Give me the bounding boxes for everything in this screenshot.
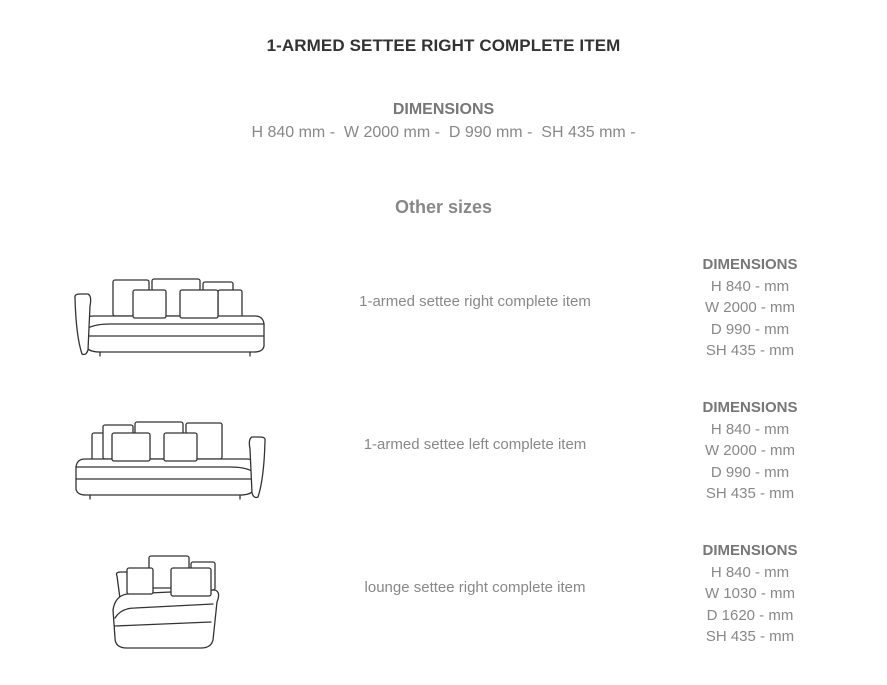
item-name[interactable]: 1-armed settee left complete item [363,436,587,453]
dim-height: H 840 - mm [710,420,790,438]
dim-depth: D 990 - mm [710,320,790,338]
dim-width: W 1030 - mm [704,585,795,602]
item-dimensions [680,540,820,648]
other-sizes-heading: Other sizes [394,197,493,217]
dimensions-line: H 840 mm - W 2000 mm - D 990 mm - SH 435 mm - [251,124,636,141]
dim-height: H 840 - mm [710,563,790,581]
dimensions-heading: DIMENSIONS [702,256,798,273]
item-name[interactable]: lounge settee right complete item [364,579,586,596]
dimensions-heading: DIMENSIONS [392,101,495,118]
dim-seat-height: SH 435 - mm [705,628,795,645]
dim-seat-height: SH 435 - mm [705,342,795,359]
dimensions-heading: DIMENSIONS [702,399,798,416]
dimensions-heading: DIMENSIONS [702,542,798,559]
item-dimensions [680,254,820,362]
size-row-2[interactable] [0,395,887,525]
dim-depth: D 990 - mm [710,463,790,481]
dim-width: W 2000 - mm [704,299,795,316]
page-title: 1-ARMED SETTEE RIGHT COMPLETE ITEM [266,36,621,55]
item-name[interactable]: 1-armed settee right complete item [359,293,591,310]
size-row-3[interactable] [0,538,887,668]
size-row-1[interactable] [0,252,887,382]
sofa-arm-left-icon[interactable] [70,276,270,361]
dim-height: H 840 - mm [710,277,790,295]
dim-seat-height: SH 435 - mm [705,485,795,502]
sofa-arm-right-icon[interactable] [70,419,270,504]
dim-width: W 2000 - mm [704,442,795,459]
dim-depth: D 1620 - mm [706,606,794,624]
item-dimensions [680,397,820,505]
lounge-settee-icon[interactable] [105,552,225,652]
